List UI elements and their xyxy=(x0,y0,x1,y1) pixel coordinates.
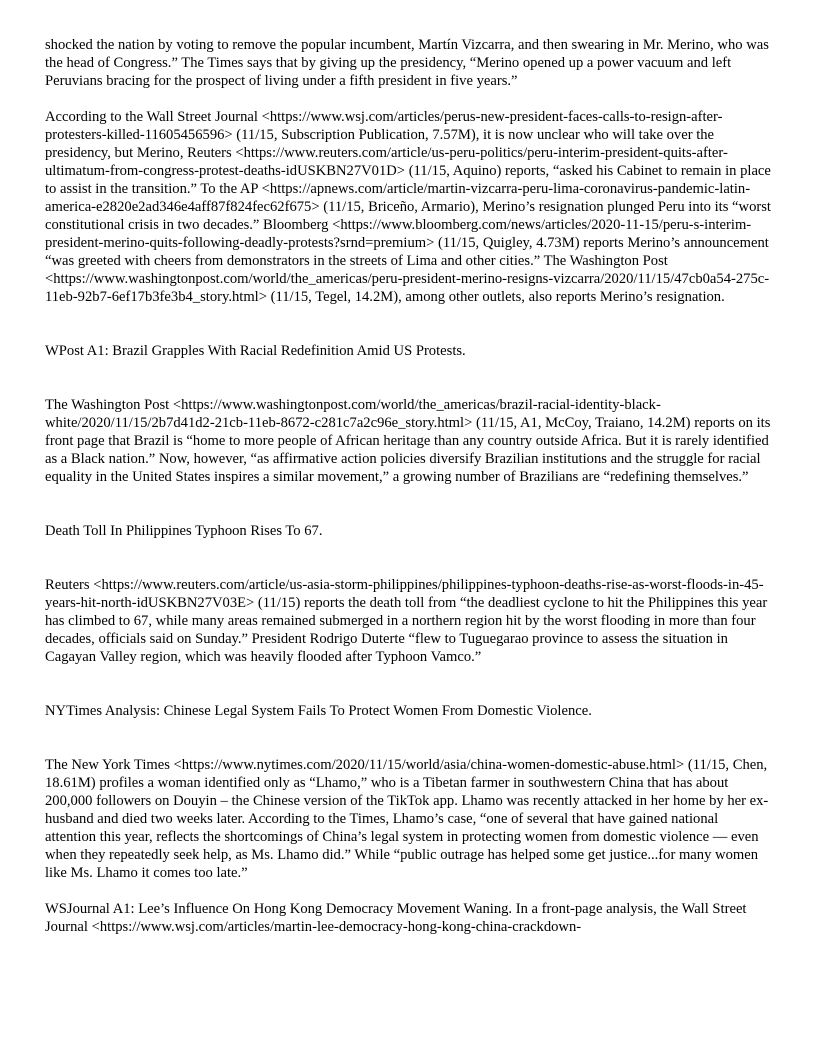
paragraph-gap xyxy=(45,882,772,900)
paragraph-china: The New York Times <https://www.nytimes.com/2020/11/15/world/asia/china-women-domestic-abuse.html> (11/15, Chen, 18.61M) profiles a woman identified only as “Lhamo,” who is a Tibetan farmer in southwestern China that has about 200,000 followers on Douyin – the Chinese version of the TikTok app. Lhamo was recently attacked in her home by her ex-husband and died two weeks later. According to the Times, Lhamo’s case, “one of several that have gained national attention this year, reflects the shortcomings of China’s legal system in protecting women from domestic violence — even when they repeatedly seek help, as Ms. Lhamo did.” While “public outrage has helped some get justice...for many women like Ms. Lhamo it comes too late.” xyxy=(45,757,769,881)
paragraph-gap xyxy=(45,90,772,108)
paragraph-gap xyxy=(45,666,772,702)
headline-philippines: Death Toll In Philippines Typhoon Rises To 67. xyxy=(45,523,323,539)
paragraph-hong-kong: WSJournal A1: Lee’s Influence On Hong Kong Democracy Movement Waning. In a front-page analysis, the Wall Street Journal <https://www.wsj.com/articles/martin-lee-democracy-hong-kong-china-crackdown- xyxy=(45,901,747,935)
paragraph-gap xyxy=(45,306,772,342)
paragraph-gap xyxy=(45,360,772,396)
paragraph-gap xyxy=(45,720,772,756)
paragraph-brazil: The Washington Post <https://www.washingtonpost.com/world/the_americas/brazil-racial-identity-black-white/2020/11/15/2b7d41d2-21cb-11eb-8672-c281c7a2c96e_story.html> (11/15, A1, McCoy, Traiano, 14.2M) reports on its front page that Brazil is “home to more people of African heritage than any country outside Africa. But it is rarely identified as a Black nation.” Now, however, “as affirmative action policies diversify Brazilian institutions and the struggle for racial equality in the United States inspires a similar movement,” a growing number of Brazilians are “redefining themselves.” xyxy=(45,397,771,485)
paragraph-philippines: Reuters <https://www.reuters.com/article/us-asia-storm-philippines/philippines-typhoon-deaths-rise-as-worst-floods-in-45-years-hit-north-idUSKBN27V03E> (11/15) reports the death toll from “the deadliest cyclone to hit the Philippines this year has climbed to 67, while many areas remained submerged in a northern region hit by the worst flooding in more than four decades, officials said on Sunday.” President Rodrigo Duterte “flew to Tuguegarao province to assess the situation in Cagayan Valley region, which was heavily flooded after Typhoon Vamco.” xyxy=(45,577,768,665)
paragraph-gap xyxy=(45,486,772,522)
paragraph-peru-context: shocked the nation by voting to remove the popular incumbent, Martín Vizcarra, and then swearing in Mr. Merino, who was the head of Congress.” The Times says that by giving up the presidency, “Merino opened up a power vacuum and left Peruvians bracing for the prospect of living under a fifth president in five years.” xyxy=(45,37,769,89)
paragraph-peru-presidency: According to the Wall Street Journal <https://www.wsj.com/articles/perus-new-president-faces-calls-to-resign-after-protesters-killed-11605456596> (11/15, Subscription Publication, 7.57M), it is now unclear who will take over the presidency, but Merino, Reuters <https://www.reuters.com/article/us-peru-politics/peru-interim-president-quits-after-ultimatum-from-congress-protest-deaths-idUSKBN27V01D> (11/15, Aquino) reports, “asked his Cabinet to remain in place to assist in the transition.” To the AP <https://apnews.com/article/martin-vizcarra-peru-lima-coronavirus-pandemic-latin-america-e2820e2ad346e4aff87f824fec62f675> (11/15, Briceño, Armario), Merino’s resignation plunged Peru into its “worst constitutional crisis in two decades.” Bloomberg <https://www.bloomberg.com/news/articles/2020-11-15/peru-s-interim-president-merino-quits-following-deadly-protests?srnd=premium> (11/15, Quigley, 4.73M) reports Merino’s announcement “was greeted with cheers from demonstrators in the streets of Lima and other cities.” The Washington Post <https://www.washingtonpost.com/world/the_americas/peru-president-merino-resigns-vizcarra/2020/11/15/47cb0a54-275c-11eb-92b7-6ef17b3fe3b4_story.html> (11/15, Tegel, 14.2M), among other outlets, also reports Merino’s resignation. xyxy=(45,109,771,305)
paragraph-gap xyxy=(45,540,772,576)
headline-china: NYTimes Analysis: Chinese Legal System Fails To Protect Women From Domestic Violence. xyxy=(45,703,592,719)
headline-brazil: WPost A1: Brazil Grapples With Racial Redefinition Amid US Protests. xyxy=(45,343,466,359)
